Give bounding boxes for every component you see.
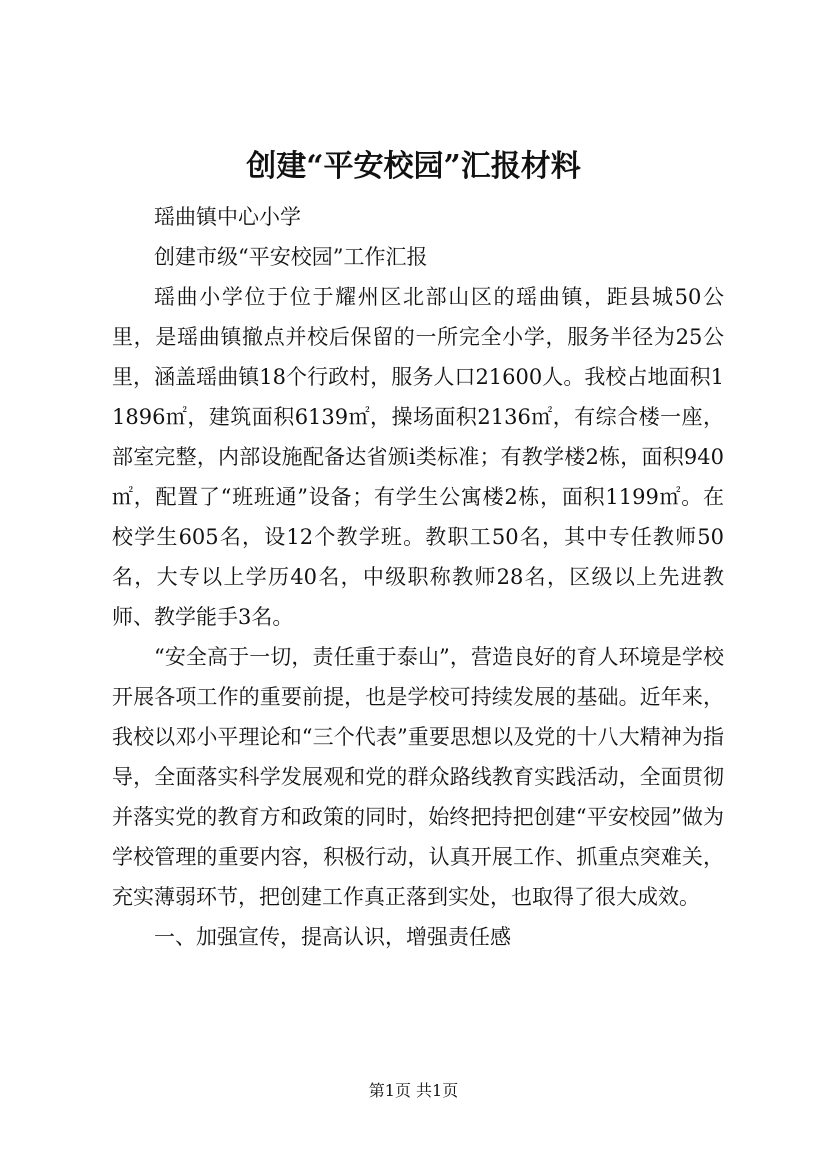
- school-overview-paragraph: 瑶曲小学位于位于耀州区北部山区的瑶曲镇，距县城50公里，是瑶曲镇撤点并校后保留的一所完全小学，服务半径为25公里，涵盖瑶曲镇18个行政村，服务人口21600人。我校占地面积11896㎡，建筑面积6139㎡，操场面积2136㎡，有综合楼一座，部室完整，内部设施配备达省颁ⅰ类标准；有教学楼2栋，面积940㎡，配置了“班班通”设备；有学生公寓楼2栋，面积1199㎡。在校学生605名，设12个教学班。教职工50名，其中专任教师50名，大专以上学历40名，中级职称教师28名，区级以上先进教师、教学能手3名。: [112, 285, 724, 629]
- school-name-paragraph: 瑶曲镇中心小学: [154, 205, 301, 229]
- safety-importance-paragraph: “安全高于一切，责任重于泰山”，营造良好的育人环境是学校开展各项工作的重要前提，也是学校可持续发展的基础。近年来，我校以邓小平理论和“三个代表”重要思想以及党的十八大精神为指导，全面落实科学发展观和党的群众路线教育实践活动，全面贯彻并落实党的教育方和政策的同时，始终把持把创建“平安校园”做为学校管理的重要内容，积极行动，认真开展工作、抓重点突难关，充实薄弱环节，把创建工作真正落到实处，也取得了很大成效。: [112, 645, 724, 909]
- section-heading-paragraph: 一、加强宣传，提高认识，增强责任感: [154, 925, 511, 949]
- page-footer: 第1页 共1页: [368, 1081, 459, 1100]
- document-title: 创建“平安校园”汇报材料: [246, 149, 581, 184]
- document-body: [112, 197, 724, 957]
- report-subtitle-paragraph: 创建市级“平安校园”工作汇报: [154, 245, 428, 269]
